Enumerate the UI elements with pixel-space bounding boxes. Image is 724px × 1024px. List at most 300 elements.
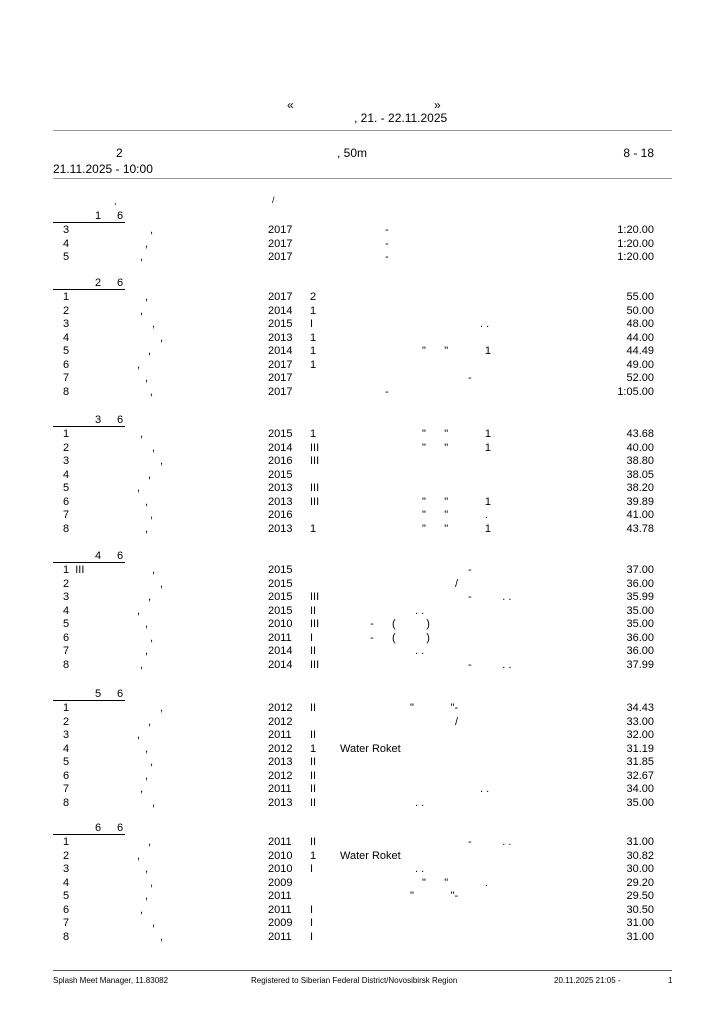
rank-cell: 1 [310, 358, 317, 371]
club-cell: - [468, 372, 472, 384]
lane-cell: 7 [63, 917, 70, 929]
rank-cell: I [310, 903, 314, 916]
rank-cell: III [310, 482, 320, 494]
event-number: 2 [116, 146, 123, 160]
birth-year-cell: 2012 [268, 715, 293, 728]
lane-cell: 5 [63, 345, 70, 357]
table-row [0, 305, 724, 318]
birth-year-cell: 2013 [268, 756, 293, 768]
table-row [0, 659, 724, 672]
entry-time-cell: 1:20.00 [617, 251, 654, 263]
name-comma-cell: , [145, 291, 149, 303]
table-row [0, 224, 724, 237]
rank-cell: II [310, 645, 317, 657]
entry-time-cell: 41.00 [626, 509, 654, 521]
name-comma-cell: , [137, 849, 141, 862]
rank-cell: II [310, 769, 317, 782]
rank-cell: 1 [310, 331, 317, 344]
rank-cell: 1 [310, 522, 317, 535]
heat-underline [53, 562, 125, 563]
birth-year-cell: 2014 [268, 645, 293, 657]
name-comma-cell: , [140, 783, 144, 795]
table-row [0, 917, 724, 930]
heat-number: 1 [95, 210, 102, 222]
heat-underline [53, 700, 125, 701]
heat-count: 6 [117, 210, 124, 222]
lane-cell: 8 [63, 385, 70, 398]
name-comma-cell: , [148, 345, 152, 357]
name-comma-cell: , [148, 836, 152, 848]
rank-cell: 1 [310, 345, 317, 357]
rank-cell: III [310, 495, 320, 508]
name-comma-cell: , [145, 372, 149, 384]
club-cell: " "- [410, 702, 459, 714]
heat-underline [53, 222, 125, 223]
club-cell: . . [415, 645, 425, 657]
rank-cell: II [310, 796, 317, 809]
name-comma-cell: , [137, 604, 141, 617]
name-comma-cell: , [152, 564, 156, 576]
lane-cell: 5 [63, 251, 70, 263]
birth-year-cell: 2014 [268, 658, 293, 671]
birth-year-cell: 2015 [268, 591, 293, 603]
title-close-quote: » [434, 98, 441, 112]
birth-year-cell: 2011 [268, 836, 292, 848]
table-row [0, 482, 724, 495]
table-row [0, 863, 724, 876]
entry-time-cell: 36.00 [626, 631, 654, 644]
birth-year-cell: 2013 [268, 495, 293, 508]
entry-time-cell: 34.43 [626, 702, 654, 714]
entry-time-cell: 30.50 [626, 903, 654, 916]
heat-number: 6 [95, 822, 102, 834]
name-comma-cell: , [150, 385, 154, 398]
event-datetime: 21.11.2025 - 10:00 [53, 162, 153, 176]
lane-cell: 7 [63, 509, 70, 521]
rank-cell: III [310, 591, 320, 603]
entry-time-cell: 31.85 [626, 756, 654, 768]
event-name: , 50m [337, 146, 368, 160]
table-row [0, 578, 724, 591]
entry-time-cell: 32.67 [626, 769, 654, 782]
table-row [0, 359, 724, 372]
table-row [0, 318, 724, 331]
rank-cell: III [310, 618, 320, 630]
lane-cell: 6 [63, 358, 70, 371]
lane-cell: 8 [63, 658, 70, 671]
club-cell: - . . [468, 836, 512, 848]
entry-time-cell: 38.80 [626, 455, 654, 467]
name-comma-cell: , [145, 863, 149, 875]
entry-time-cell: 1:20.00 [617, 237, 654, 250]
footer-registration: Registered to Siberian Federal District/Novosibirsk Region [251, 976, 458, 985]
lane-cell: 3 [63, 224, 70, 236]
table-row [0, 523, 724, 536]
name-comma-cell: , [160, 455, 164, 467]
table-row [0, 428, 724, 441]
club-cell: " " . [422, 509, 488, 521]
name-comma-cell: , [150, 224, 154, 236]
club-cell: " " . [422, 876, 488, 889]
name-comma-cell: , [137, 482, 141, 494]
lane-cell: 1 [63, 836, 70, 848]
table-row [0, 564, 724, 577]
club-cell: . . [480, 783, 490, 795]
entry-time-cell: 35.00 [626, 796, 654, 809]
rank-cell: II [310, 783, 317, 795]
table-row [0, 238, 724, 251]
lane-cell: 6 [63, 495, 70, 508]
club-cell: - [385, 385, 389, 398]
club-cell: / [455, 715, 459, 728]
club-cell: Water Roket [340, 849, 401, 862]
table-row [0, 291, 724, 304]
footer-print-date: 20.11.2025 21:05 - [554, 976, 621, 985]
name-comma-cell: , [140, 304, 144, 317]
birth-year-cell: 2015 [268, 604, 293, 617]
entry-time-cell: 33.00 [626, 715, 654, 728]
birth-year-cell: 2017 [268, 385, 293, 398]
table-row [0, 496, 724, 509]
name-comma-cell: , [160, 577, 164, 590]
name-comma-cell: , [145, 645, 149, 657]
lane-cell: 4 [63, 331, 70, 344]
lane-cell: 3 [63, 591, 70, 603]
header-top-rule [53, 130, 672, 131]
entry-time-cell: 36.00 [626, 577, 654, 590]
name-comma-cell: , [160, 331, 164, 344]
club-cell: - ( ) [370, 631, 430, 644]
lane-cell: 4 [63, 876, 70, 889]
name-comma-cell: , [152, 796, 156, 809]
table-row [0, 591, 724, 604]
entry-time-cell: 50.00 [626, 304, 654, 317]
rank-cell: II [310, 729, 317, 741]
club-cell: " "- [410, 890, 459, 902]
table-row [0, 850, 724, 863]
lane-cell: 8 [63, 930, 70, 943]
footer-page-number: 1 [668, 976, 673, 985]
birth-year-cell: 2017 [268, 372, 293, 384]
rank-cell: 1 [310, 428, 317, 440]
birth-year-cell: 2011 [268, 631, 292, 644]
birth-year-cell: 2017 [268, 237, 293, 250]
entry-time-cell: 38.20 [626, 482, 654, 494]
lane-cell: 1 [63, 291, 70, 303]
entry-time-cell: 1:05.00 [617, 385, 654, 398]
footer-software: Splash Meet Manager, 11.83082 [53, 976, 169, 985]
entry-time-cell: 35.00 [626, 618, 654, 630]
name-comma-cell: , [145, 769, 149, 782]
table-row [0, 890, 724, 903]
meet-dates: , 21. - 22.11.2025 [354, 111, 448, 125]
rank-cell: III [310, 455, 320, 467]
lane-cell: 4 [63, 742, 70, 755]
rank-cell: II [310, 604, 317, 617]
table-row [0, 716, 724, 729]
lane-cell: 2 [63, 304, 70, 317]
lane-cell: 5 [63, 890, 70, 902]
table-row [0, 442, 724, 455]
club-cell: - [468, 564, 472, 576]
rank-cell: III [310, 441, 320, 454]
table-row [0, 345, 724, 358]
header-bottom-rule [53, 178, 672, 179]
birth-year-cell: 2011 [268, 729, 292, 741]
lane-cell: 2 [63, 849, 70, 862]
birth-year-cell: 2015 [268, 577, 293, 590]
club-cell: - [385, 251, 389, 263]
rank-cell: I [310, 917, 314, 929]
lane-cell: 7 [63, 645, 70, 657]
lane-cell: 5 [63, 482, 70, 494]
lane-cell: 5 [63, 756, 70, 768]
rank-cell: III [310, 658, 320, 671]
name-comma-cell: , [152, 917, 156, 929]
name-comma-cell: , [150, 876, 154, 889]
entry-time-cell: 37.99 [626, 658, 654, 671]
entry-time-cell: 29.50 [626, 890, 654, 902]
name-comma-cell: , [140, 903, 144, 916]
lane-cell: 6 [63, 769, 70, 782]
column-header-slash: / [272, 195, 275, 205]
lane-cell: 1 [63, 428, 70, 440]
entry-time-cell: 35.00 [626, 604, 654, 617]
table-row [0, 783, 724, 796]
lane-cell: 2 [63, 441, 70, 454]
entry-time-cell: 31.00 [626, 836, 654, 848]
lane-cell: 6 [63, 903, 70, 916]
birth-year-cell: 2012 [268, 769, 293, 782]
club-cell: " " 1 [422, 441, 491, 454]
entry-time-cell: 32.00 [626, 729, 654, 741]
lane-cell: 4 [63, 604, 70, 617]
entry-time-cell: 37.00 [626, 564, 654, 576]
entry-time-cell: 34.00 [626, 783, 654, 795]
lane-cell: 2 [63, 577, 70, 590]
entry-time-cell: 30.82 [626, 849, 654, 862]
heat-underline [53, 834, 125, 835]
rank-cell: I [310, 863, 314, 875]
lane-cell: 7 [63, 783, 70, 795]
entry-time-cell: 35.99 [626, 591, 654, 603]
lane-cell: 8 [63, 796, 70, 809]
table-row [0, 332, 724, 345]
lane-cell: 2 [63, 715, 70, 728]
lane-cell: 4 [63, 468, 70, 481]
club-cell: - [385, 224, 389, 236]
birth-year-cell: 2013 [268, 482, 293, 494]
table-row [0, 877, 724, 890]
entry-time-cell: 44.00 [626, 331, 654, 344]
lane-cell: 1 III [63, 564, 85, 576]
name-comma-cell: , [145, 890, 149, 902]
name-comma-cell: , [160, 930, 164, 943]
name-comma-cell: , [137, 729, 141, 741]
table-row [0, 756, 724, 769]
birth-year-cell: 2013 [268, 796, 293, 809]
entry-time-cell: 55.00 [626, 291, 654, 303]
table-row [0, 836, 724, 849]
heat-count: 6 [117, 688, 124, 700]
lane-cell: 3 [63, 455, 70, 467]
entry-time-cell: 31.00 [626, 930, 654, 943]
heat-underline [53, 426, 125, 427]
birth-year-cell: 2012 [268, 702, 293, 714]
lane-cell: 3 [63, 863, 70, 875]
rank-cell: I [310, 318, 314, 330]
table-row [0, 729, 724, 742]
rank-cell: I [310, 930, 314, 943]
heat-number: 4 [95, 550, 102, 562]
club-cell: " " 1 [422, 495, 491, 508]
table-row [0, 743, 724, 756]
name-comma-cell: , [148, 591, 152, 603]
name-comma-cell: , [145, 237, 149, 250]
club-cell: " " 1 [422, 428, 491, 440]
table-row [0, 386, 724, 399]
birth-year-cell: 2017 [268, 358, 293, 371]
entry-time-cell: 29.20 [626, 876, 654, 889]
name-comma-cell: , [145, 742, 149, 755]
club-cell: - ( ) [370, 618, 430, 630]
rank-cell: I [310, 631, 314, 644]
entry-time-cell: 30.00 [626, 863, 654, 875]
club-cell: " " 1 [422, 345, 491, 357]
table-row [0, 372, 724, 385]
rank-cell: II [310, 702, 317, 714]
name-comma-cell: , [148, 468, 152, 481]
birth-year-cell: 2013 [268, 331, 293, 344]
table-row [0, 455, 724, 468]
birth-year-cell: 2015 [268, 468, 293, 481]
birth-year-cell: 2010 [268, 618, 293, 630]
club-cell: - . . [468, 591, 512, 603]
entry-time-cell: 38.05 [626, 468, 654, 481]
footer-rule [53, 970, 672, 971]
rank-cell: 1 [310, 304, 317, 317]
birth-year-cell: 2017 [268, 251, 293, 263]
lane-cell: 6 [63, 631, 70, 644]
heat-count: 6 [117, 414, 124, 426]
birth-year-cell: 2010 [268, 849, 293, 862]
entry-time-cell: 44.49 [626, 345, 654, 357]
lane-cell: 4 [63, 237, 70, 250]
heat-count: 6 [117, 277, 124, 289]
table-row [0, 618, 724, 631]
table-row [0, 702, 724, 715]
heat-number: 5 [95, 688, 102, 700]
entry-time-cell: 49.00 [626, 358, 654, 371]
name-comma-cell: , [150, 509, 154, 521]
club-cell: . . [415, 604, 425, 617]
entry-time-cell: 39.89 [626, 495, 654, 508]
club-cell: " " 1 [422, 522, 491, 535]
heat-underline [53, 289, 125, 290]
heat-count: 6 [117, 550, 124, 562]
entry-time-cell: 31.19 [626, 742, 654, 755]
table-row [0, 931, 724, 944]
rank-cell: 1 [310, 849, 317, 862]
table-row [0, 645, 724, 658]
lane-cell: 1 [63, 702, 70, 714]
table-row [0, 509, 724, 522]
birth-year-cell: 2015 [268, 428, 293, 440]
name-comma-cell: , [145, 618, 149, 630]
heat-count: 6 [117, 822, 124, 834]
age-range: 8 - 18 [623, 146, 654, 160]
name-comma-cell: , [145, 495, 149, 508]
table-row [0, 797, 724, 810]
rank-cell: 1 [310, 742, 317, 755]
rank-cell: 2 [310, 291, 317, 303]
name-comma-cell: , [152, 441, 156, 454]
table-row [0, 469, 724, 482]
club-cell: . . [480, 318, 490, 330]
birth-year-cell: 2011 [268, 783, 292, 795]
birth-year-cell: 2013 [268, 522, 293, 535]
table-row [0, 632, 724, 645]
birth-year-cell: 2011 [268, 890, 292, 902]
name-comma-cell: , [160, 702, 164, 714]
lane-cell: 7 [63, 372, 70, 384]
name-comma-cell: , [148, 715, 152, 728]
entry-time-cell: 1:20.00 [617, 224, 654, 236]
heat-number: 3 [95, 414, 102, 426]
entry-time-cell: 31.00 [626, 917, 654, 929]
entry-time-cell: 40.00 [626, 441, 654, 454]
name-comma-cell: , [140, 428, 144, 440]
name-comma-cell: , [137, 358, 141, 371]
table-row [0, 605, 724, 618]
club-cell: - [385, 237, 389, 250]
birth-year-cell: 2010 [268, 863, 293, 875]
birth-year-cell: 2011 [268, 930, 292, 943]
column-header-comma: , [114, 196, 117, 206]
entry-time-cell: 52.00 [626, 372, 654, 384]
heat-number: 2 [95, 277, 102, 289]
birth-year-cell: 2016 [268, 455, 293, 467]
birth-year-cell: 2015 [268, 564, 293, 576]
lane-cell: 5 [63, 618, 70, 630]
entry-time-cell: 43.68 [626, 428, 654, 440]
entry-time-cell: 48.00 [626, 318, 654, 330]
club-cell: Water Roket [340, 742, 401, 755]
name-comma-cell: , [140, 658, 144, 671]
name-comma-cell: , [145, 522, 149, 535]
name-comma-cell: , [152, 318, 156, 330]
birth-year-cell: 2011 [268, 903, 292, 916]
lane-cell: 3 [63, 729, 70, 741]
birth-year-cell: 2012 [268, 742, 293, 755]
table-row [0, 770, 724, 783]
birth-year-cell: 2014 [268, 441, 293, 454]
name-comma-cell: , [150, 631, 154, 644]
entry-time-cell: 43.78 [626, 522, 654, 535]
table-row [0, 251, 724, 264]
birth-year-cell: 2017 [268, 291, 293, 303]
birth-year-cell: 2009 [268, 917, 293, 929]
club-cell: / [455, 577, 459, 590]
name-comma-cell: , [150, 756, 154, 768]
birth-year-cell: 2017 [268, 224, 293, 236]
table-row [0, 904, 724, 917]
birth-year-cell: 2015 [268, 318, 293, 330]
birth-year-cell: 2016 [268, 509, 293, 521]
birth-year-cell: 2009 [268, 876, 293, 889]
entry-time-cell: 36.00 [626, 645, 654, 657]
lane-cell: 3 [63, 318, 70, 330]
